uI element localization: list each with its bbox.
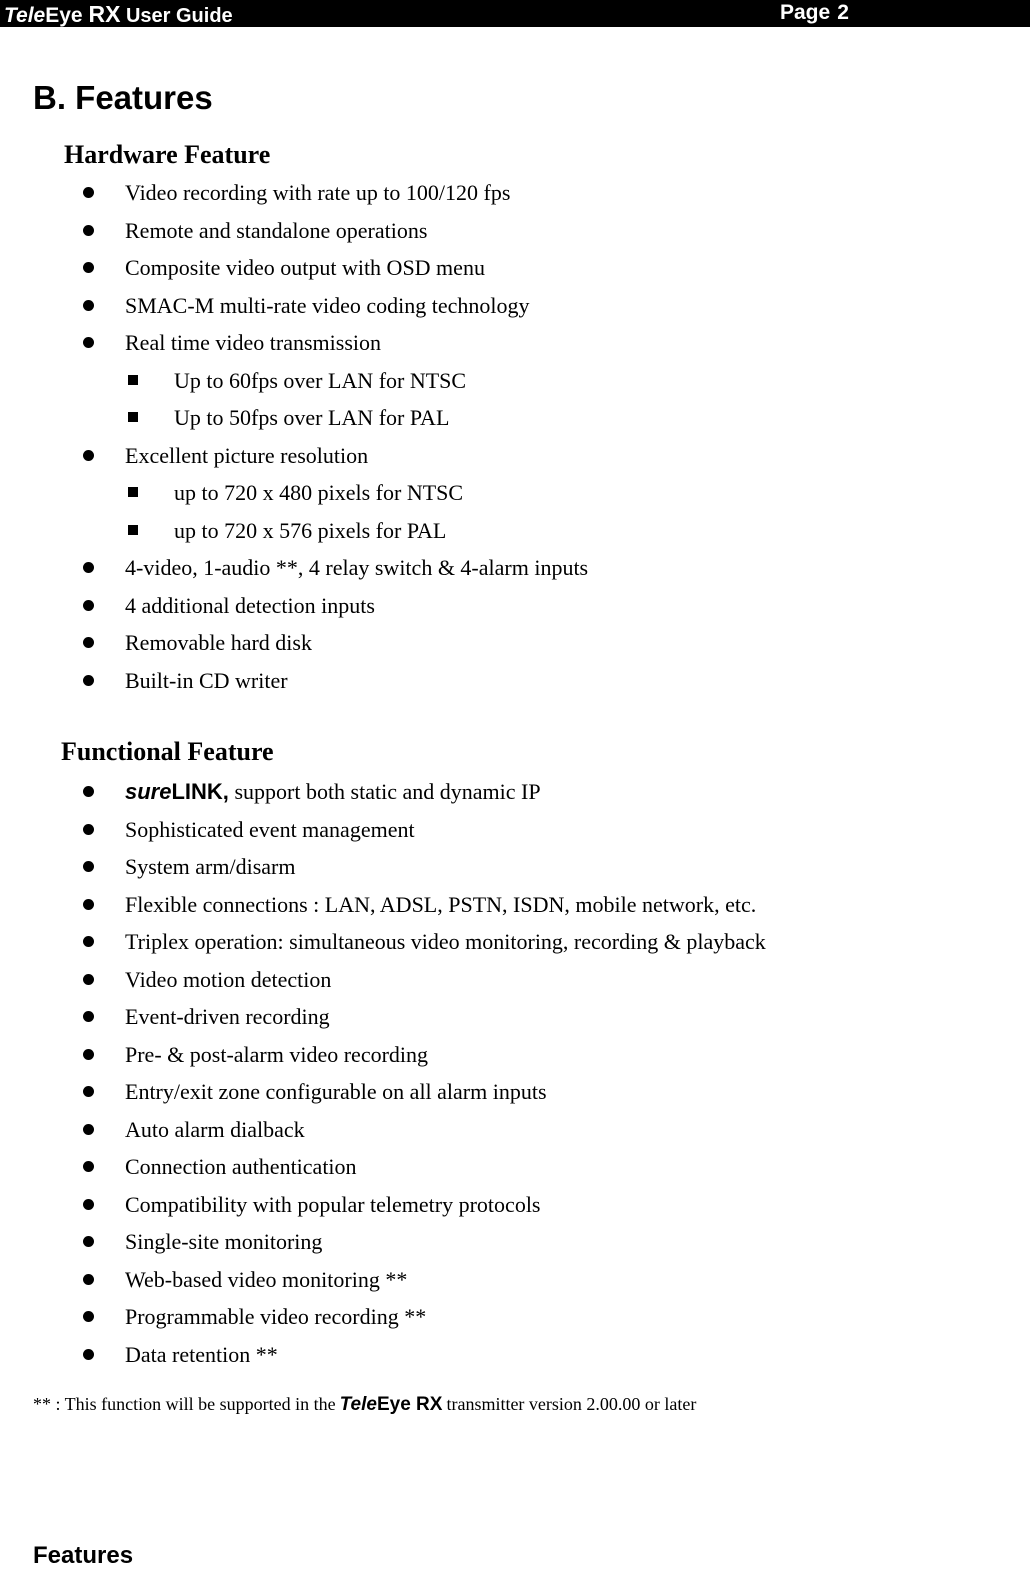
title-guide: User Guide (120, 5, 233, 27)
section-title: B. Features (33, 79, 213, 116)
bullet-dot-icon (83, 1199, 94, 1210)
bullet-dot-icon (83, 1011, 94, 1022)
list-item-text: Built-in CD writer (125, 667, 288, 693)
bullet-dot-icon (83, 225, 94, 236)
footnote (33, 1391, 696, 1418)
list-item-text: up to 720 x 576 pixels for PAL (174, 517, 447, 543)
bullet-square-icon (128, 525, 138, 535)
bullet-dot-icon (83, 899, 94, 910)
functional-feature-heading: Functional Feature (61, 737, 274, 766)
list-item-text: Flexible connections : LAN, ADSL, PSTN, ISDN, mobile network, etc. (125, 891, 757, 917)
list-item-text: Entry/exit zone configurable on all alarm inputs (125, 1079, 547, 1104)
list-item-text: Web-based video monitoring ** (125, 1266, 408, 1292)
bullet-dot-icon (83, 974, 94, 985)
list-item-text: Connection authentication (125, 1154, 357, 1179)
bullet-dot-icon (83, 450, 94, 461)
list-item-text (125, 773, 541, 811)
bullet-dot-icon (83, 637, 94, 648)
list-item-text: System arm/disarm (125, 854, 296, 879)
bullet-dot-icon (83, 1311, 94, 1322)
list-item-text: Sophisticated event management (125, 816, 415, 842)
bullet-square-icon (128, 487, 138, 497)
bullet-dot-icon (83, 262, 94, 273)
list-item-text: Remote and standalone operations (125, 217, 428, 243)
footnote-brand (340, 1394, 443, 1415)
bullet-dot-icon (83, 337, 94, 348)
title-brand-eye: Eye (45, 4, 89, 27)
bullet-dot-icon (83, 1236, 94, 1247)
list-item-text: up to 720 x 480 pixels for NTSC (174, 480, 464, 505)
title-brand-tele: Tele (4, 4, 46, 27)
hardware-feature-heading: Hardware Feature (64, 140, 271, 169)
brand-sure: sure (125, 779, 172, 804)
footnote-brand-rest: Eye RX (376, 1394, 443, 1415)
bullet-square-icon (128, 375, 138, 385)
bullet-dot-icon (83, 1124, 94, 1135)
list-item-rest: support both static and dynamic IP (228, 779, 541, 804)
list-item-text: Up to 60fps over LAN for NTSC (174, 367, 467, 393)
bullet-dot-icon (83, 1274, 94, 1285)
brand-link: LINK, (171, 779, 229, 804)
bullet-dot-icon (83, 861, 94, 872)
list-item-text: SMAC-M multi-rate video coding technology (125, 292, 530, 318)
list-item-text: Removable hard disk (125, 630, 312, 655)
document-title (4, 1, 233, 28)
header-bar (0, 0, 1030, 27)
bullet-dot-icon (83, 1349, 94, 1360)
bullet-dot-icon (83, 300, 94, 311)
bullet-dot-icon (83, 786, 94, 797)
page-number: 2 (837, 1, 849, 24)
list-item-text: Pre- & post-alarm video recording (125, 1041, 429, 1067)
bullet-dot-icon (83, 600, 94, 611)
list-item-text: Programmable video recording ** (125, 1304, 427, 1329)
page-label: Page (780, 1, 831, 24)
list-item-text: Compatibility with popular telemetry protocols (125, 1191, 541, 1217)
list-item-text: Triplex operation: simultaneous video monitoring, recording & playback (125, 929, 766, 954)
list-item-text: Composite video output with OSD menu (125, 255, 485, 280)
list-item-text: Event-driven recording (125, 1004, 330, 1029)
bullet-dot-icon (83, 562, 94, 573)
list-item-text: Auto alarm dialback (125, 1116, 305, 1142)
page-indicator (780, 1, 849, 25)
bullet-dot-icon (83, 824, 94, 835)
bullet-dot-icon (83, 675, 94, 686)
bullet-dot-icon (83, 187, 94, 198)
bullet-dot-icon (83, 1086, 94, 1097)
bullet-dot-icon (83, 1161, 94, 1172)
bullet-square-icon (128, 412, 138, 422)
list-item-text: 4-video, 1-audio **, 4 relay switch & 4-alarm inputs (125, 555, 589, 580)
footer-section-label: Features (33, 1542, 134, 1569)
list-item-text: Up to 50fps over LAN for PAL (174, 405, 450, 430)
bullet-dot-icon (83, 1049, 94, 1060)
list-item-text: Excellent picture resolution (125, 442, 369, 468)
list-item-text: Real time video transmission (125, 330, 382, 355)
list-item-text: Data retention ** (125, 1341, 278, 1367)
title-brand-rx: RX (88, 1, 121, 27)
footnote-brand-tele: Tele (339, 1394, 377, 1415)
list-item-text: Video motion detection (125, 966, 332, 992)
footnote-suffix: transmitter version 2.00.00 or later (446, 1394, 697, 1414)
list-item-text: Single-site monitoring (125, 1229, 323, 1254)
footnote-prefix: ** : This function will be supported in the (33, 1394, 336, 1414)
list-item-text: Video recording with rate up to 100/120 fps (125, 180, 511, 205)
bullet-dot-icon (83, 936, 94, 947)
list-item-text: 4 additional detection inputs (125, 592, 375, 618)
